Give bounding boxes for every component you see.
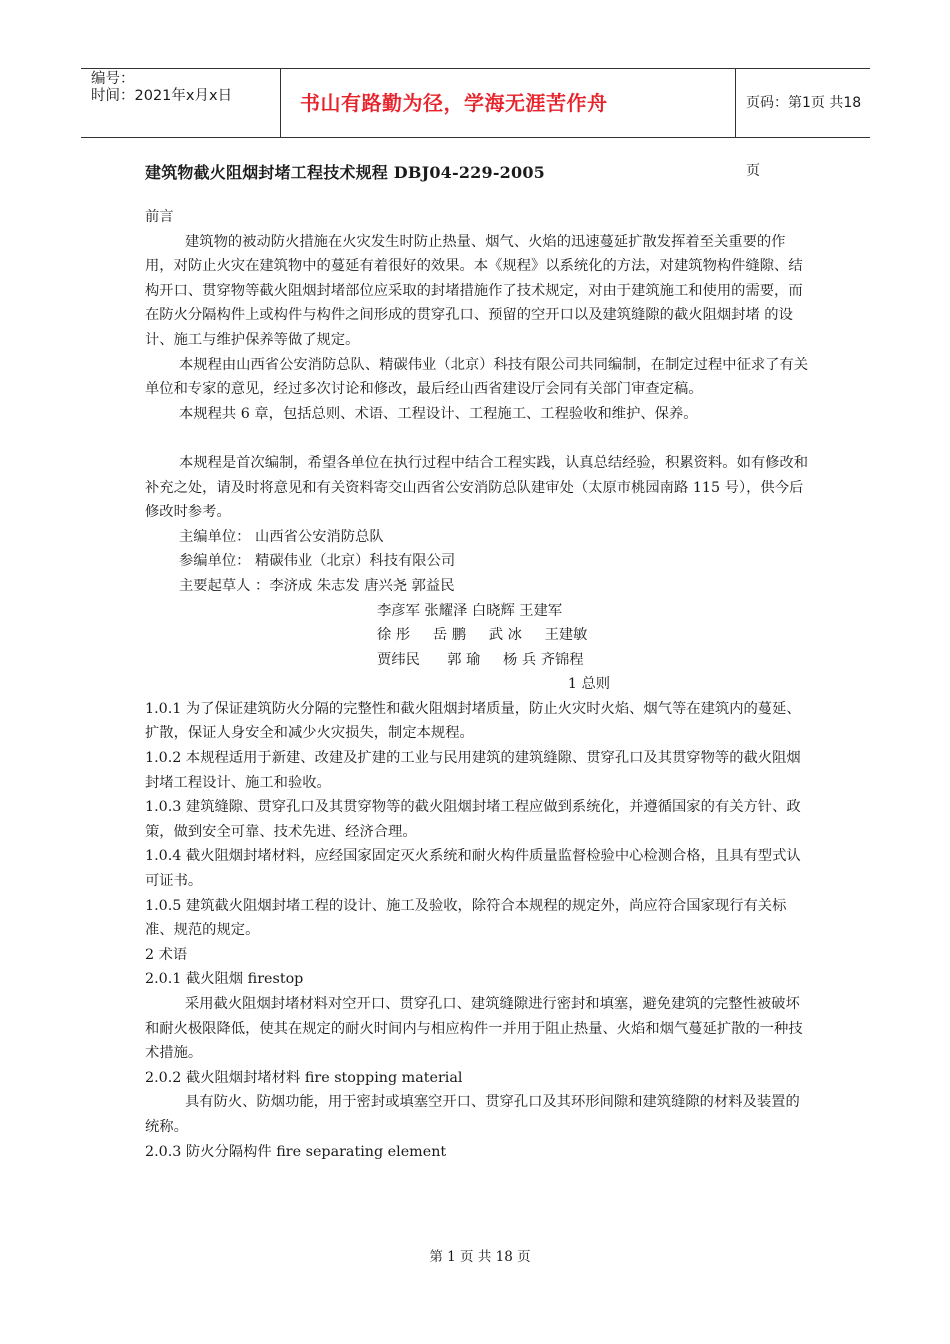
- clause: 1.0.3 建筑缝隙、贯穿孔口及其贯穿物等的截火阻烟封堵工程应做到系统化，并遵循国家的有关方针、政策，做到安全可靠、技术先进、经济合理。: [145, 799, 801, 840]
- chapter-heading: 2 术语: [145, 946, 188, 963]
- term-heading: 2.0.2 截火阻烟封堵材料 fire stopping material: [145, 1069, 463, 1086]
- term-heading: 2.0.3 防火分隔构件 fire separating element: [145, 1143, 447, 1160]
- drafters-continued: 徐 彤 岳 鹏 武 冰 王建敏: [377, 627, 588, 644]
- paragraph: 本规程是首次编制，希望各单位在执行过程中结合工程实践，认真总结经验，积累资料。如有修改和补充之处，请及时将意见和有关资料寄交山西省公安消防总队建审处（太原市桃园南路 115 号），供今后修改时参考。: [145, 454, 809, 521]
- clause: 1.0.1 为了保证建筑防火分隔的完整性和截火阻烟封堵质量，防止火灾时火焰、烟气等在建筑内的蔓延、扩散，保证人身安全和减少火灾损失，制定本规程。: [145, 700, 801, 742]
- document-title: 建筑物截火阻烟封堵工程技术规程 DBJ04-229-2005: [145, 163, 546, 182]
- drafters-continued: 贾纬民 郭 瑜 杨 兵 齐锦程: [377, 651, 584, 668]
- paragraph: 本规程由山西省公安消防总队、精碳伟业（北京）科技有限公司共同编制，在制定过程中征求了有关单位和专家的意见，经过多次讨论和修改，最后经山西省建设厅会同有关部门审查定稿。: [145, 356, 809, 398]
- drafters-continued: 李彦军 张耀泽 白晓辉 王建军: [377, 602, 563, 619]
- page-footer: 第 1 页 共 18 页: [429, 1249, 531, 1265]
- main-drafters: 主要起草人 ：李济成 朱志发 唐兴尧 郭益民: [179, 577, 455, 594]
- term-definition: 具有防火、防烟功能，用于密封或填塞空开口、贯穿孔口及其环形间隙和建筑缝隙的材料及装置的统称。: [145, 1094, 800, 1135]
- document-body: [145, 205, 813, 1164]
- blank-line: [145, 426, 813, 451]
- co-editor-unit: 参编单位： 精碳伟业（北京）科技有限公司: [179, 553, 456, 570]
- term-definition: 采用截火阻烟封堵材料对空开口、贯穿孔口、建筑缝隙进行密封和填塞，避免建筑的完整性被破坏和耐火极限降低，使其在规定的耐火时间内与相应构件一并用于阻止热量、火焰和烟气蔓延扩散的一种技术措施。: [145, 996, 803, 1062]
- chapter-heading: 1 总则: [567, 676, 611, 693]
- paragraph: 建筑物的被动防火措施在火灾发生时防止热量、烟气、火焰的迅速蔓延扩散发挥着至关重要的作用，对防止火灾在建筑物中的蔓延有着很好的效果。本《规程》以系统化的方法，对建筑物构件缝隙、结构开口、贯穿物等截火阻烟封堵部位应采取的封堵措施作了技术规定，对由于建筑施工和使用的需要，而在防火分隔构件上或构件与构件之间形成的贯穿孔口、预留的空开口以及建筑缝隙的截火阻烟封堵 的设计、施工与维护保养等做了规定。: [145, 233, 803, 348]
- clause: 1.0.4 截火阻烟封堵材料，应经国家固定灭火系统和耐火构件质量监督检验中心检测合格，且具有型式认可证书。: [145, 848, 801, 890]
- section-heading-preface: 前言: [145, 209, 174, 225]
- paragraph: 本规程共 6 章，包括总则、术语、工程设计、工程施工、工程验收和维护、保养。: [179, 405, 698, 422]
- chief-editor-unit: 主编单位： 山西省公安消防总队: [179, 528, 384, 545]
- clause: 1.0.5 建筑截火阻烟封堵工程的设计、施工及验收，除符合本规程的规定外，尚应符合国家现行有关标准、规范的规定。: [145, 897, 787, 939]
- header-meta: [81, 69, 281, 137]
- document-number-label: 编号：: [91, 71, 135, 87]
- header-motto: 书山有路勤为径，学海无涯苦作舟: [281, 69, 736, 137]
- term-heading: 2.0.1 截火阻烟 firestop: [145, 971, 304, 988]
- header-page-info: 页码：第1页 共18页: [746, 95, 862, 179]
- clause: 1.0.2 本规程适用于新建、改建及扩建的工业与民用建筑的建筑缝隙、贯穿孔口及其贯穿物等的截火阻烟封堵工程设计、施工和验收。: [145, 750, 801, 791]
- document-date-label: 时间：2021年x月x日: [91, 88, 233, 104]
